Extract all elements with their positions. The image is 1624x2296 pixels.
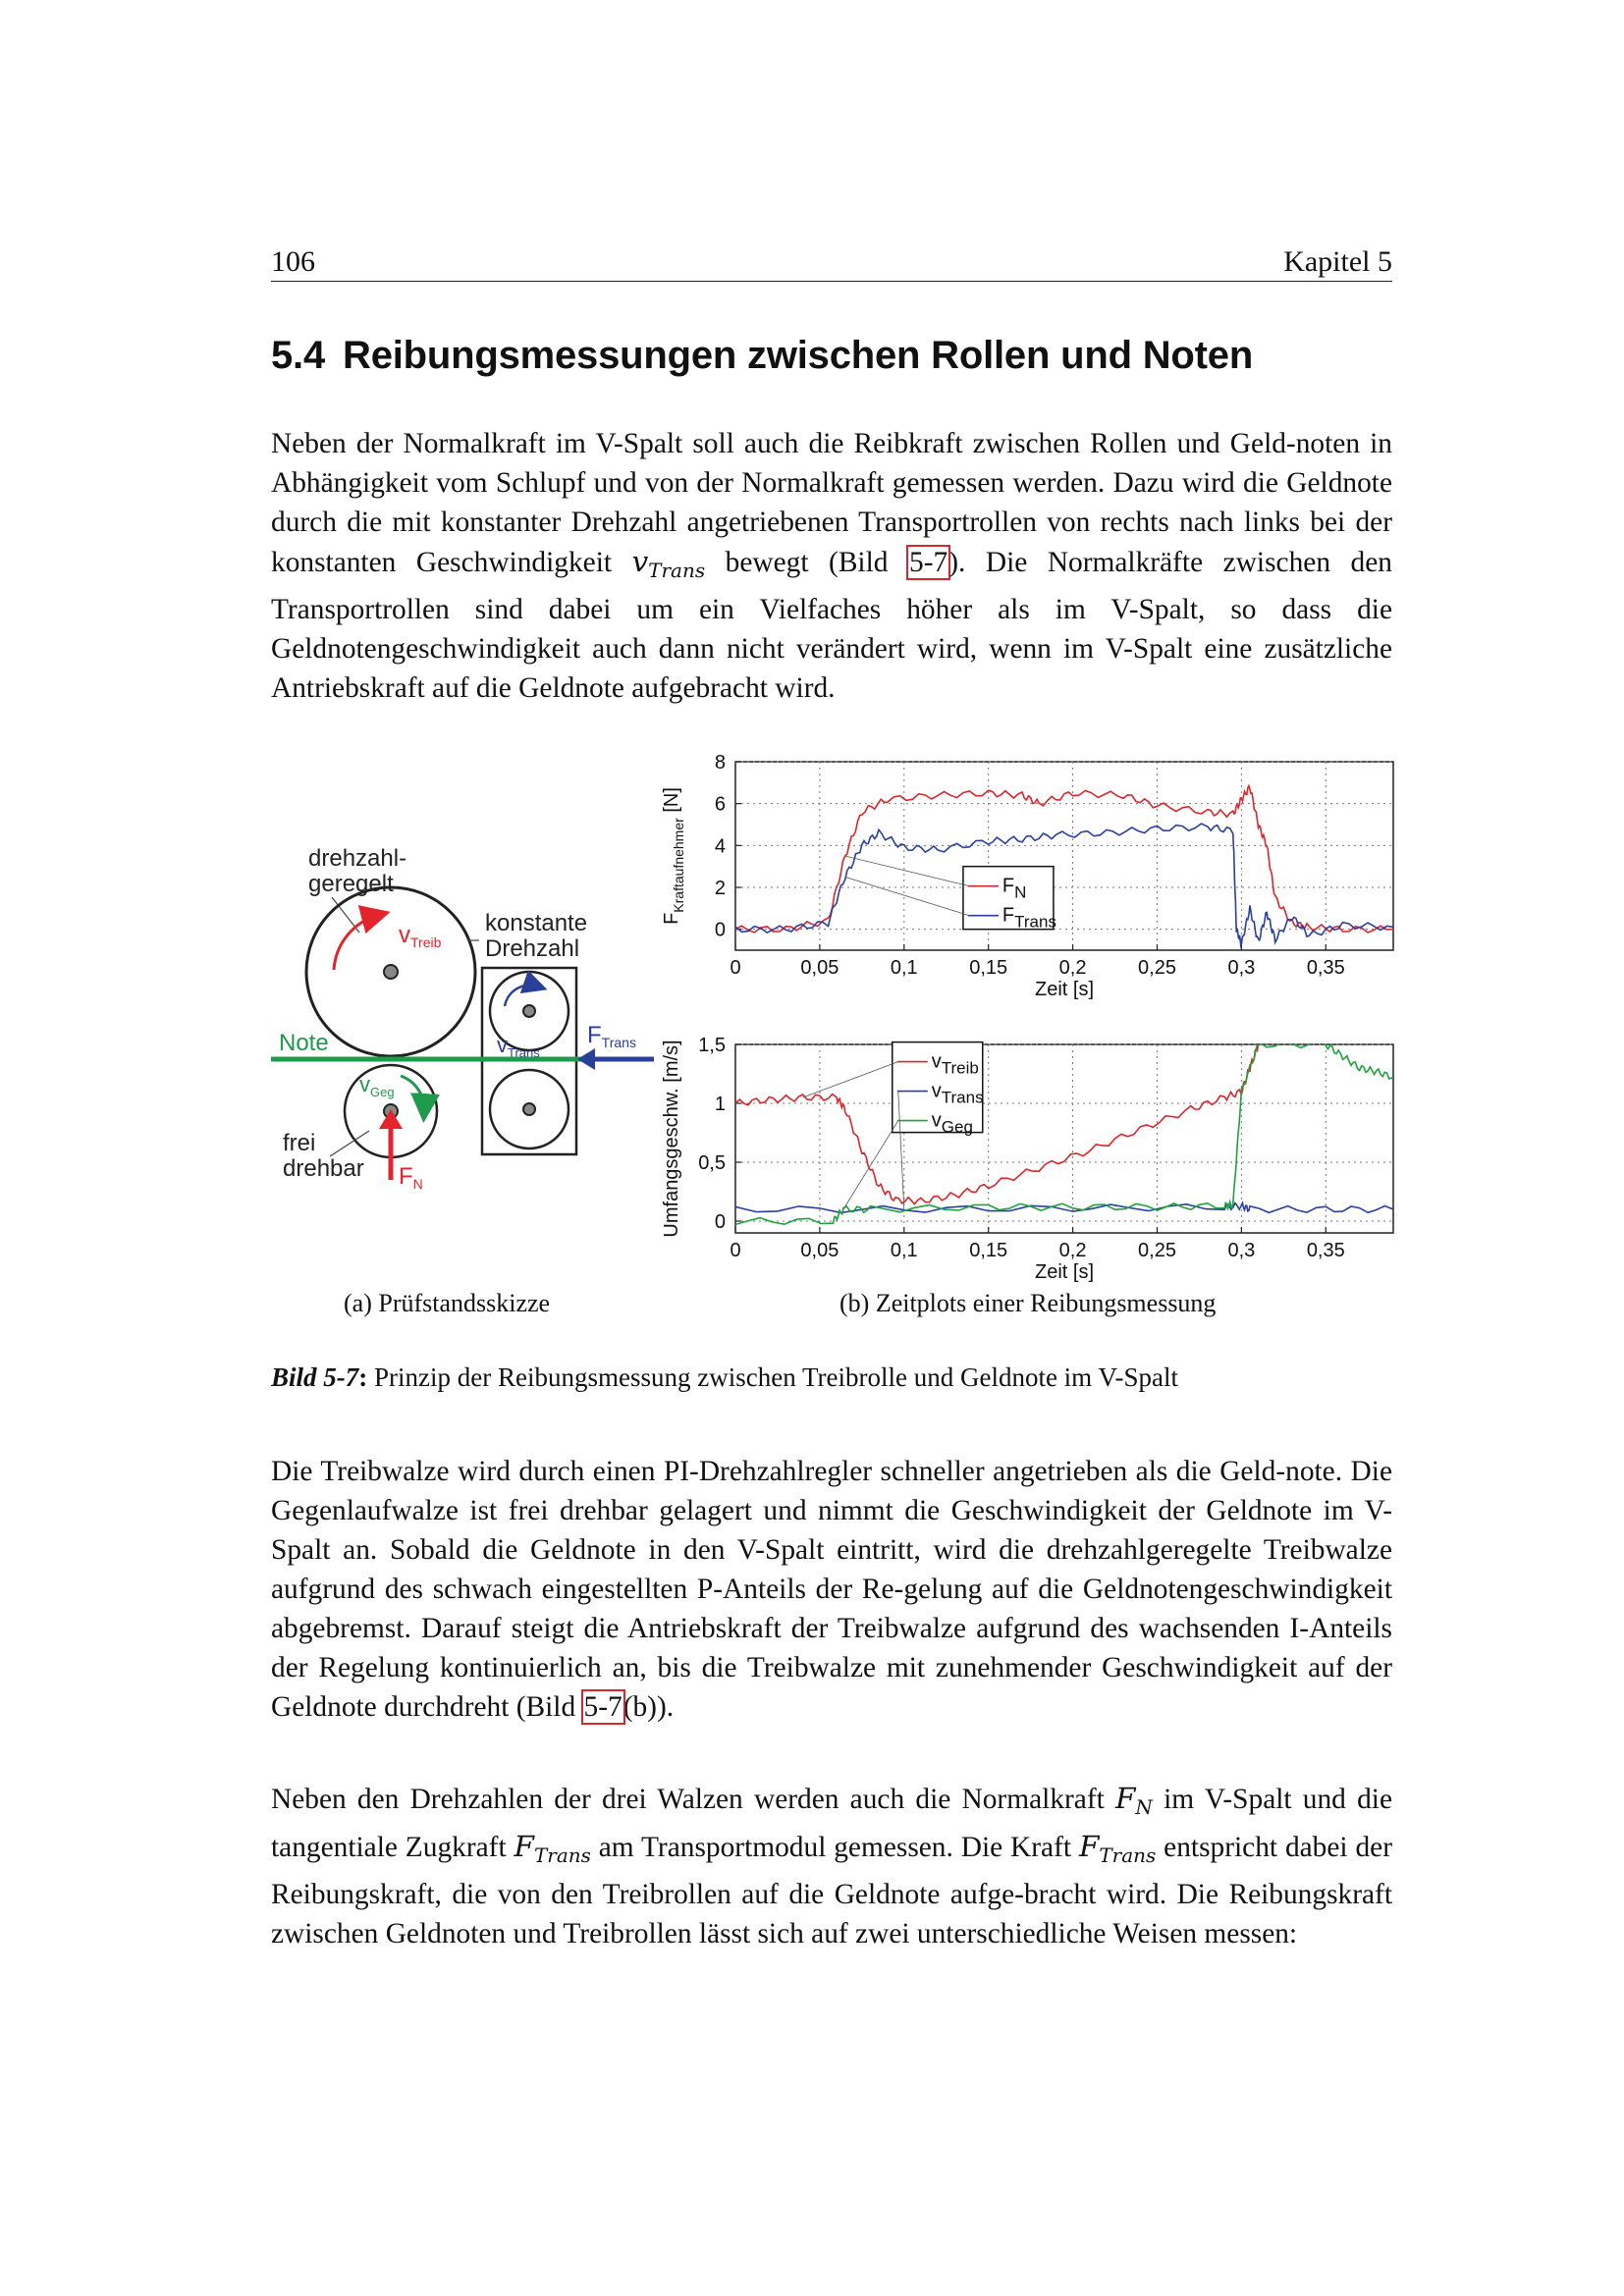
math-f-trans: $F_{Trans}$ bbox=[514, 1829, 591, 1867]
x-tick-label: 0,3 bbox=[1227, 1240, 1256, 1261]
label-konstante-1: konstante bbox=[485, 910, 588, 936]
para1-text-a: Neben der Normalkraft im V-Spalt soll auch die Reibkraft zwischen Rollen und Geld-noten in Abhängigkeit vom Schlupf und von der Normalkraft gemessen werden. Dazu wird die Geldnote durch die mit konstanter Drehzahl angetriebenen Transportrollen von rechts nach links bei der konstanten Geschwindigkeit bbox=[271, 428, 1392, 578]
para2-text-a: Die Treibwalze wird durch einen PI-Drehzahlregler schneller angetrieben als die Geld-note. Die Gegenlaufwalze ist frei drehbar gelagert und nimmt die Geschwindigkeit der Geldnote im V-Spalt an. Sobald die Geldnote in den V-Spalt eintritt, wird die drehzahlgeregelte Treibwalze aufgrund des schwach eingestellten P-Anteils der Re-gelung auf die Geldnotengeschwindigkeit abgebremst. Darauf steigt die Antriebskraft der Treibwalze aufgrund des wachsenden I-Anteils der Regelung kontinuierlich an, bis die Treibwalze mit zunehmender Geschwindigkeit auf der Geldnote durchdreht (Bild bbox=[271, 1456, 1392, 1723]
label-f-trans: $F_{Trans}$ bbox=[587, 1022, 636, 1050]
y-tick-label: 8 bbox=[714, 752, 726, 774]
math-v-trans: $v_{Trans}$ bbox=[631, 545, 706, 582]
page-number: 106 bbox=[271, 245, 315, 278]
x-tick-label: 0,35 bbox=[1306, 957, 1345, 979]
y-tick-label: 2 bbox=[714, 878, 726, 899]
y-tick-label: 4 bbox=[714, 835, 726, 858]
y-tick-label: 0 bbox=[714, 919, 726, 941]
drive-roller-axle bbox=[384, 965, 398, 979]
label-drehzahl-1: drehzahl- bbox=[308, 845, 407, 872]
x-axis-label: Zeit [s] bbox=[1034, 979, 1095, 1000]
legend-label: $v_{Treib}$ bbox=[931, 1050, 979, 1078]
label-note: Note bbox=[279, 1030, 329, 1056]
legend-label: $F_N$ bbox=[1001, 875, 1027, 902]
section-title: Reibungsmessungen zwischen Rollen und Noten bbox=[343, 334, 1254, 377]
x-tick-label: 0 bbox=[730, 957, 741, 979]
y-tick-label: 1,5 bbox=[698, 1035, 726, 1056]
math-f-n: $F_N$ bbox=[1115, 1782, 1153, 1819]
figure-ref-link[interactable]: 5-7 bbox=[909, 547, 948, 578]
x-tick-label: 0,15 bbox=[969, 1240, 1008, 1261]
figure-caption: Bild 5-7: Prinzip der Reibungsmessung zwischen Treibrolle und Geldnote im V-Spalt bbox=[271, 1362, 1178, 1392]
label-drehzahl-2: geregelt bbox=[308, 871, 394, 897]
v-geg-arrow-icon bbox=[401, 1076, 424, 1111]
label-v-geg: $v_{Geg}$ bbox=[359, 1072, 395, 1099]
y-tick-label: 0,5 bbox=[698, 1152, 726, 1174]
y-tick-label: 6 bbox=[714, 793, 726, 816]
label-v-treib: $v_{Treib}$ bbox=[399, 922, 442, 950]
paragraph-1 bbox=[271, 424, 1392, 708]
speed-chart bbox=[661, 1035, 1393, 1283]
x-axis-label: Zeit [s] bbox=[1034, 1261, 1095, 1283]
time-plots bbox=[654, 746, 1400, 1296]
x-tick-label: 0,05 bbox=[800, 1240, 839, 1261]
figure-caption-text: Prinzip der Reibungsmessung zwischen Treibrolle und Geldnote im V-Spalt bbox=[367, 1362, 1178, 1392]
y-tick-label: 1 bbox=[714, 1094, 726, 1115]
section-heading bbox=[271, 334, 1253, 378]
figure-ref-link-2[interactable]: 5-7 bbox=[583, 1691, 623, 1723]
legend-label: $v_{Geg}$ bbox=[931, 1109, 973, 1137]
v-trans-arrow-icon bbox=[505, 986, 538, 1006]
page-header bbox=[271, 245, 1392, 282]
x-tick-label: 0,1 bbox=[890, 957, 918, 979]
x-tick-label: 0,2 bbox=[1058, 1240, 1087, 1261]
math-f-trans-2: $F_{Trans}$ bbox=[1078, 1829, 1157, 1867]
label-f-n: $F_N$ bbox=[399, 1163, 423, 1192]
y-axis-label: Umfangsgeschw. [m/s] bbox=[661, 1040, 682, 1238]
force-chart bbox=[661, 752, 1393, 1000]
para1-text-c: ). Die Normalkräfte zwischen den Transportrollen sind dabei um ein Vielfaches höher als im V-Spalt, so dass die Geldnotengeschwindigkeit auch dann nicht verändert wird, wenn im V-Spalt eine zusätzliche Antriebskraft auf die Geldnote aufgebracht wird. bbox=[271, 547, 1392, 704]
y-axis-label: $F_{Kraftaufnehmer}$ [N] bbox=[661, 787, 686, 925]
y-tick-label: 0 bbox=[714, 1211, 726, 1233]
v-treib-arrow-icon bbox=[334, 915, 379, 970]
x-tick-label: 0,05 bbox=[800, 957, 839, 979]
para2-text-b: (b)). bbox=[623, 1691, 675, 1723]
x-tick-label: 0,2 bbox=[1058, 957, 1087, 979]
test-rig-sketch bbox=[271, 775, 654, 1247]
chapter-label: Kapitel 5 bbox=[1283, 245, 1392, 278]
plot-area-0 bbox=[735, 762, 1393, 950]
x-tick-label: 0,3 bbox=[1227, 957, 1256, 979]
label-v-trans: $v_{Trans}$ bbox=[497, 1033, 540, 1060]
x-tick-label: 0,1 bbox=[890, 1240, 918, 1261]
x-tick-label: 0,25 bbox=[1138, 1240, 1176, 1261]
section-number: 5.4 bbox=[271, 334, 326, 377]
paragraph-3: Neben den Drehzahlen der drei Walzen werden auch die Normalkraft $F_N$ im V-Spalt und die tangentiale Zugkraft $F_{Trans}$ am Transportmodul gemessen. Die Kraft $F_{Trans}$ entspricht dabei der Reibungskraft, die von den Treibrollen auf die Geldnote aufge-bracht wird. Die Reibungskraft zwischen Geldnoten und Treibrollen lässt sich auf zwei unterschiedliche Weisen messen: bbox=[271, 1782, 1393, 1949]
x-tick-label: 0,25 bbox=[1138, 957, 1176, 979]
legend-label: $F_{Trans}$ bbox=[1001, 904, 1056, 932]
subcaption-b: (b) Zeitplots einer Reibungsmessung bbox=[839, 1289, 1217, 1317]
legend-label: $v_{Trans}$ bbox=[931, 1080, 984, 1107]
x-tick-label: 0,35 bbox=[1306, 1240, 1345, 1261]
figure-caption-label: Bild 5-7 bbox=[271, 1362, 359, 1392]
x-tick-label: 0,15 bbox=[969, 957, 1008, 979]
label-frei-2: drehbar bbox=[283, 1155, 364, 1182]
para1-text-b: bewegt (Bild bbox=[705, 547, 908, 578]
subcaption-a: (a) Prüfstandsskizze bbox=[344, 1289, 551, 1317]
label-konstante-2: Drehzahl bbox=[485, 935, 580, 962]
x-tick-label: 0 bbox=[730, 1240, 741, 1261]
label-frei-1: frei bbox=[283, 1130, 316, 1156]
paragraph-2 bbox=[271, 1452, 1392, 1727]
